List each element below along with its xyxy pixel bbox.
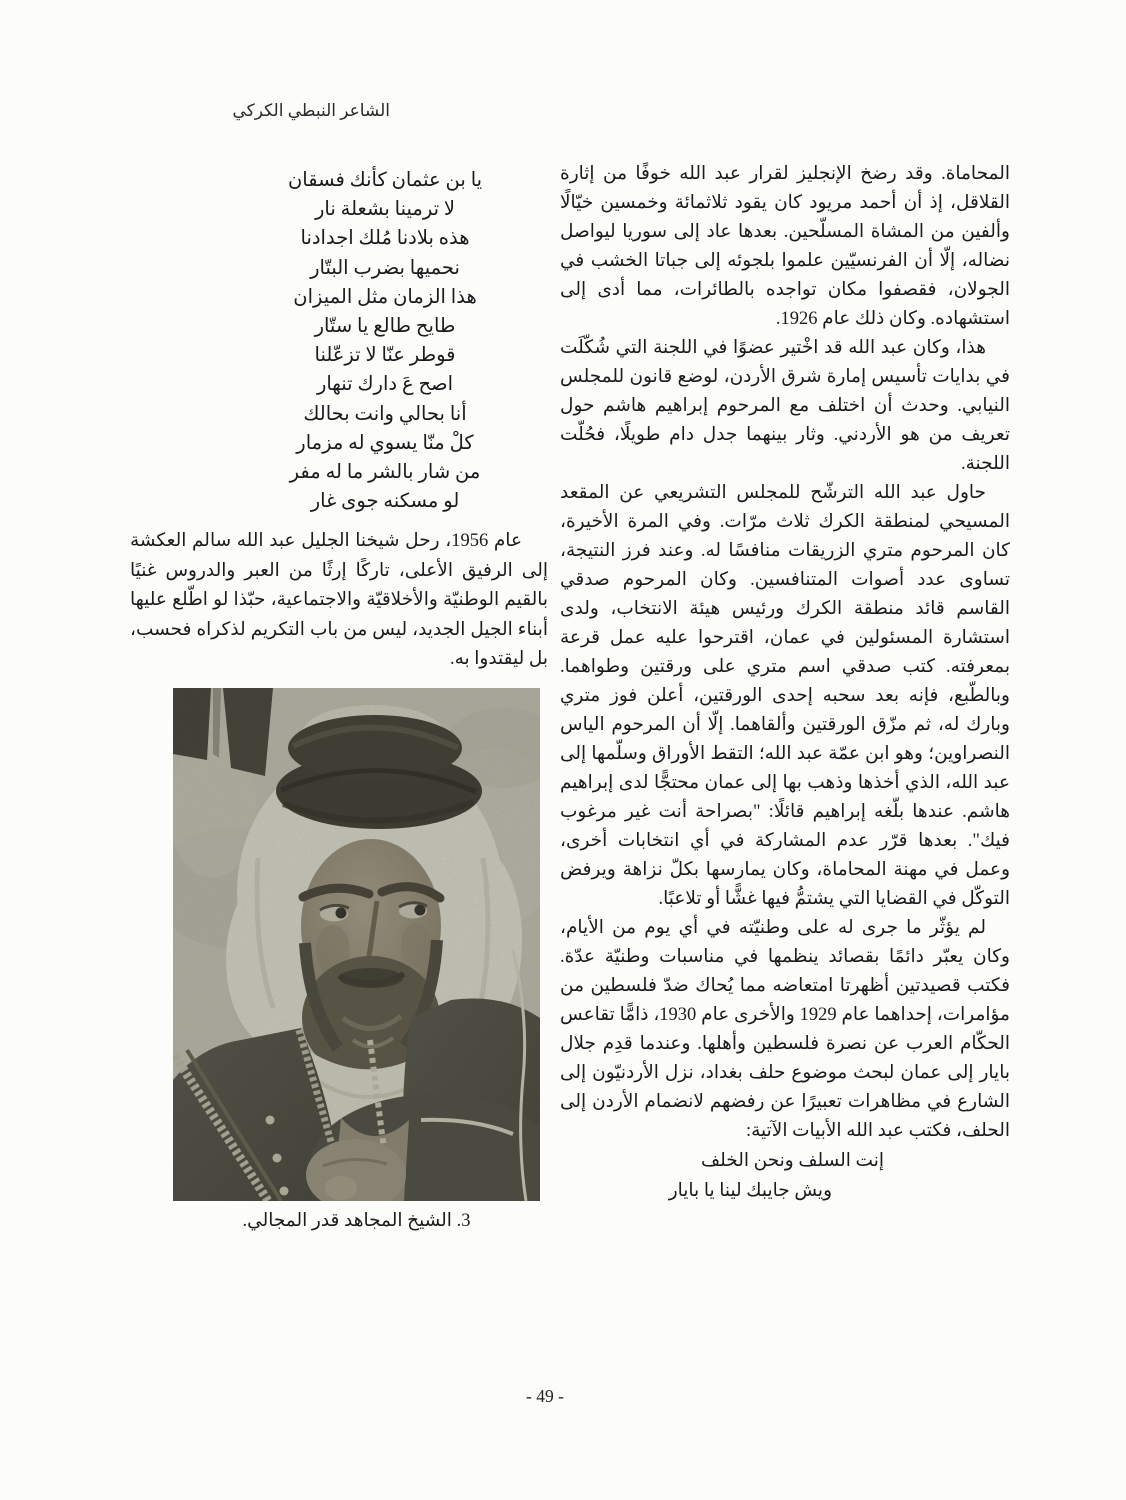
obituary-paragraph: عام 1956، رحل شيخنا الجليل عبد الله سالم العكشة إلى الرفيق الأعلى، تاركًا إرثًا من العبر والدروس غنيًا بالقيم الوطنيّة والأخلاقيّة والاجتماعية، حبّذا لو اطّلع عليها أبناء الجيل الجديد، ليس من باب التكريم لذكراه فحسب، بل ليقتدوا به. [130,531,548,669]
sheikh-portrait-illustration [173,688,540,1201]
poem-line: هذه بلادنا مُلك اجدادنا [300,228,470,250]
poem-line: لا ترمينا بشعلة نار [314,199,455,221]
verse-line: ويش جايبك لينا يا بايار [668,1181,832,1201]
poem-line: قوطر عنّا لا تزعّلنا [314,345,456,367]
body-paragraph: المحاماة. وقد رضخ الإنجليز لقرار عبد الله خوفًا من إثارة القلاقل، إذ أن أحمد مريود كان يقود ثلاثمائة وخمسين خيّالًا وألفين من المشاة المسلّحين. بعدها عاد إلى سوريا ليواصل نضاله، إلّا أن الفرنسيّين علموا بلجوئه إلى جباتا الخشب في الجولان، فقصفوا مكان تواجده بالطائرات، مما أدى إلى استشهاده. وكان ذلك عام 1926. [560,164,1010,329]
photo-grain-overlay [173,688,540,1201]
poem-line: نحميها بضرب البتّار [310,257,460,279]
running-header: الشاعر النبطي الكركي [232,101,390,120]
body-paragraph: حاول عبد الله الترشّح للمجلس التشريعي عن المقعد المسيحي لمنطقة الكرك ثلاث مرّات. وفي المرة الأخيرة، كان المرحوم متري الزريقات منافسًا له. وعند فرز النتيجة، تساوى عدد أصوات المتنافسين. وكان المرحوم صدقي القاسم قائد منطقة الكرك ورئيس هيئة الانتخاب، ولدى استشارة المسئولين في عمان، اقترحوا عليه عمل قرعة بمعرفته. كتب صدقي اسم متري على ورقتين وطواهما. وبالطّبع، فإنه بعد سحبه إحدى الورقتين، أعلن فوز متري وبارك له، ثم مزّق الورقتين وألقاهما. إلّا أن المرحوم الياس النصراوين؛ وهو ابن عمّة عبد الله؛ التقط الأوراق وسلّمها إلى عبد الله، الذي أخذها وذهب بها إلى عمان محتجًّا لدى إبراهيم هاشم. عندها بلّغه إبراهيم قائلًا: "بصراحة أنت غير مرغوب فيك". بعدها قرّر عدم المشاركة في أي انتخابات أخرى، وعمل في مهنة المحاماة، وكان يمارسها بكلّ نزاهة ويرفض التوكّل في القضايا التي يشتمُّ فيها غشًّا أو تلاعبًا. [560,483,1010,909]
poem-line: يا بن عثمان كأنك فسقان [287,170,483,191]
portrait-photo [173,688,540,1201]
verse-line: إنت السلف ونحن الخلف [701,1151,884,1171]
poem-line: كلْ منّا يسوي له مزمار [296,432,474,454]
poem-line: من شار بالشر ما له مفر [289,462,481,484]
page-number: - 49 - [526,1386,564,1406]
poem-line: لو مسكنه جوى غار [310,491,460,513]
poem-line: أنا بحالي وانت بحالك [303,403,467,425]
photo-caption: 3. الشيخ المجاهد قدر المجالي. [242,1211,471,1231]
poem-line: طايح طالع يا ستّار [314,316,456,338]
poem-line: اصح عَ دارك تنهار [316,374,454,396]
body-paragraph: هذا، وكان عبد الله قد اخْتير عضوًا في اللجنة التي شُكّلَت في بدايات تأسيس إمارة شرق الأردن، لوضع قانون للمجلس النيابي. وحدث أن اختلف مع المرحوم إبراهيم هاشم حول تعريف من هو الأردني. وثار بينهما جدل دام طويلًا، فحُلّت اللجنة. [560,338,1010,474]
body-paragraph: لم يؤثّر ما جرى له على وطنيّته في أي يوم من الأيام، وكان يعبّر دائمًا بقصائد ينظمها في مناسبات وطنيّة عدّة. فكتب قصيدتين أظهرتا امتعاضه مما يُحاك ضدّ فلسطين من مؤامرات، إحداهما عام 1929 والأخرى عام 1930، ذامًّا تقاعس الحكّام العرب عن نصرة فلسطين وأهلها. وعندما قدِم جلال بايار إلى عمان لبحث موضوع حلف بغداد، نزل الأردنيّون إلى الشارع في مظاهرات تعبيرًا عن رفضهم لانضمام الأردن إلى الحلف، فكتب عبد الله الأبيات الآتية: [560,918,1010,1141]
main-text-column [560,160,1010,1206]
poem-block [213,166,557,516]
poem-line: هذا الزمان مثل الميزان [293,286,477,308]
